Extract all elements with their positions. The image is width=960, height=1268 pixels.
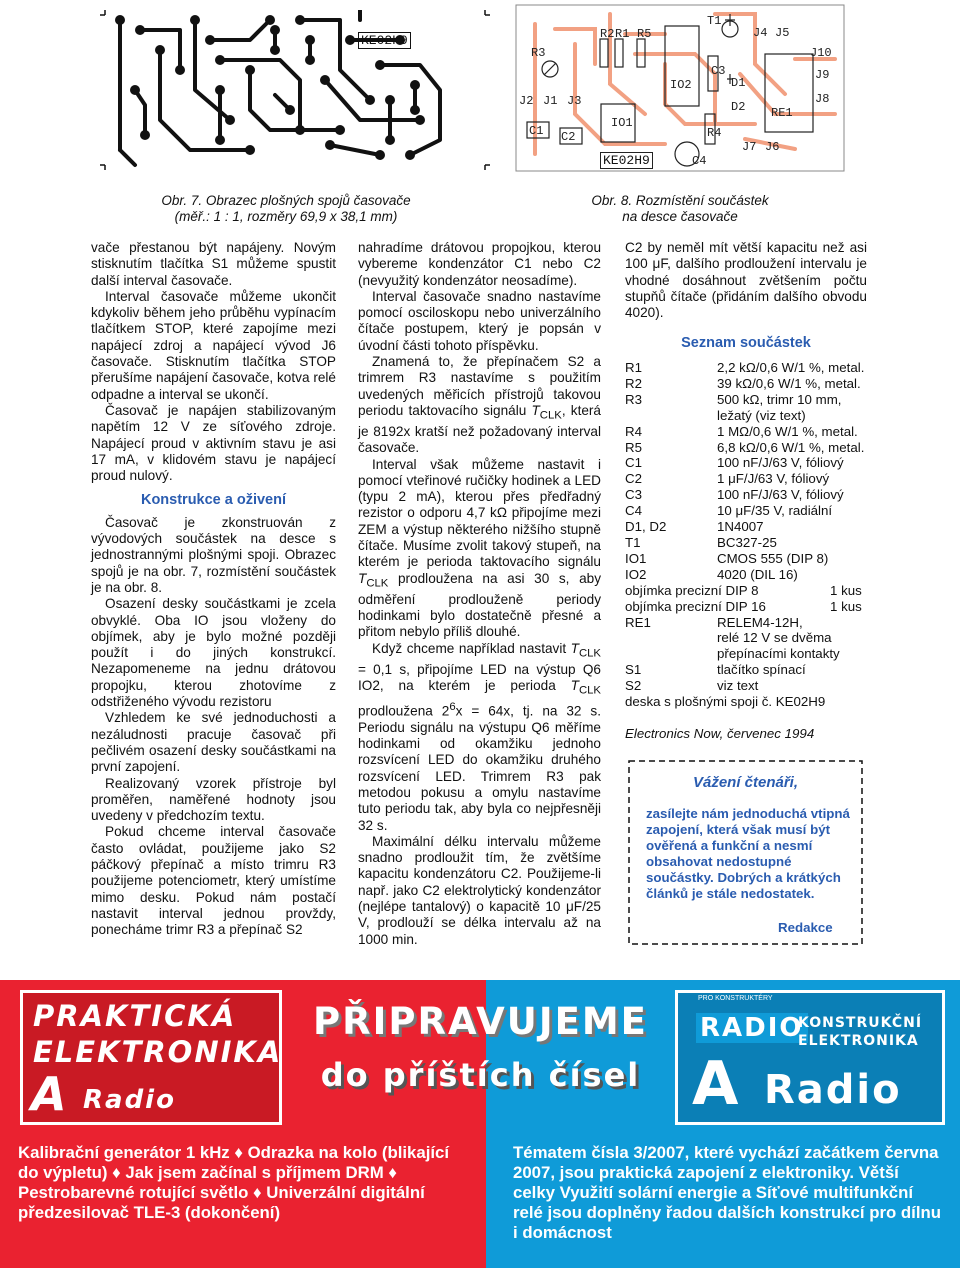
part-value: 2,2 kΩ/0,6 W/1 %, metal. bbox=[717, 360, 865, 375]
pcb-pattern-drawing bbox=[100, 10, 490, 170]
part-designator: D1, D2 bbox=[625, 519, 667, 535]
svg-text:R2: R2 bbox=[600, 27, 615, 41]
text-run: Když chceme například nastavit bbox=[372, 640, 571, 656]
text-run: , která je 8192x kratší než požadovaný interval časovače. bbox=[358, 402, 601, 456]
part-value: 500 kΩ, trimr 10 mm, bbox=[717, 391, 842, 407]
parts-list-row bbox=[625, 455, 865, 471]
parts-list-row bbox=[625, 487, 865, 503]
logo-small-tag: PRO KONSTRUKTÉRY bbox=[698, 995, 773, 1002]
parts-list-row bbox=[625, 630, 865, 646]
paragraph: Časovač je zkonstruován z vývodových součástek na desce s jednostrannými plošnými spoji. Obrazec spojů je na obr. 7, rozmístění součástek je na obr. 8. bbox=[91, 514, 336, 595]
exponent: 6 bbox=[449, 700, 456, 713]
svg-text:J9: J9 bbox=[815, 68, 830, 82]
parts-list-row bbox=[625, 392, 865, 408]
tclk-subscript: CLK bbox=[578, 684, 601, 697]
text-run: prodloužena na asi 30 s, aby odměření prodlouženě periody hodinkami bylo dostatečně přesné a přitom nebylo příliš dlouhé. bbox=[358, 570, 601, 640]
paragraph: nahradíme drátovou propojkou, kterou vybereme kondenzátor C1 nebo C2 (nevyužitý kondenzátor neosadíme). bbox=[358, 240, 601, 288]
text-run: Interval však můžeme nastavit i pomocí vteřinové ručičky hodinek a LED (typu 2 mA), kterou přes předřadný rezistor o odporu 4,7 kΩ připojíme mezi ZEM a výstup některého nižšího stupně čítače. Musíme zvolit takový stupeň, na kterém je perioda taktovacího signálu bbox=[358, 456, 601, 570]
parts-list-row bbox=[625, 503, 865, 519]
tclk-symbol: T bbox=[531, 402, 540, 418]
parts-list-row bbox=[625, 583, 865, 599]
parts-list-row bbox=[625, 519, 865, 535]
parts-list-row bbox=[625, 440, 865, 456]
parts-list-row bbox=[625, 678, 865, 694]
text-run: x = 64x, tj. na 32 s. Periodu signálu na výstupu Q6 měříme hodinkami od okamžiku jednoho rozsvícení LED do okamžiku druhého rozsvícení LED. Trimrem R3 pak metodou pokusu a omylu nastavíme tuto periodu tak, aby byla co nejpřesněji 32 s. bbox=[358, 703, 601, 833]
logo-side-line2: ELEKTRONIKA bbox=[798, 1033, 919, 1049]
pcb-pattern-figure bbox=[100, 10, 490, 170]
reader-notice-box bbox=[628, 760, 863, 945]
konstrukcni-elektronika-logo bbox=[675, 990, 945, 1125]
svg-text:R4: R4 bbox=[707, 126, 722, 140]
part-designator bbox=[625, 630, 717, 646]
figure8-caption bbox=[570, 193, 790, 225]
part-designator: C4 bbox=[625, 503, 642, 519]
paragraph: Maximální délku intervalu můžeme snadno prodloužit tím, že zvětšíme kapacitu kondenzátoru C2. Použijeme-li např. jako C2 elektrolytický kondenzátor (nejlépe tantalový) o kapacitě 10 μF/25 V, prodlouží se délka intervalu až na 1000 min. bbox=[358, 833, 601, 947]
part-value: 1 MΩ/0,6 W/1 %, metal. bbox=[717, 423, 858, 439]
logo-radio: Radio bbox=[764, 1067, 902, 1113]
svg-text:IO1: IO1 bbox=[611, 116, 633, 130]
svg-text:C4: C4 bbox=[692, 154, 707, 168]
parts-list-row bbox=[625, 360, 865, 376]
paragraph bbox=[358, 354, 601, 457]
part-designator: R2 bbox=[625, 375, 642, 391]
part-designator: R1 bbox=[625, 360, 642, 375]
logo-line2: ELEKTRONIKA bbox=[33, 1035, 283, 1069]
svg-text:C1: C1 bbox=[529, 124, 544, 138]
tclk-subscript: CLK bbox=[366, 577, 389, 590]
paragraph: Osazení desky součástkami je zcela obvyklé. Oba IO jsou vloženy do objímek, aby je bylo možné později použít i do jiných konstrukcí. Nezapomeneme na jednu drátovou propojku, kterou zhotovíme z odstřiženého vývodu rezistoru bbox=[91, 596, 336, 710]
part-value: 1 kus bbox=[830, 598, 862, 614]
part-designator: IO1 bbox=[625, 550, 647, 566]
part-value: ležatý (viz text) bbox=[717, 407, 806, 423]
parts-list-row bbox=[625, 567, 865, 583]
article-column-1 bbox=[91, 240, 336, 938]
part-designator bbox=[625, 408, 717, 424]
logo-side-line1: KONSTRUKČNÍ bbox=[798, 1015, 923, 1031]
part-value: 39 kΩ/0,6 W/1 %, metal. bbox=[717, 375, 861, 391]
parts-list-row bbox=[625, 662, 865, 678]
paragraph: Časovač je napájen stabilizovaným napětím 12 V ze síťového zdroje. Napájecí proud v aktivním stavu je asi 17 mA, v klidovém stavu je napájecí proud nulový. bbox=[91, 402, 336, 484]
part-value: přepínacími kontakty bbox=[717, 646, 840, 662]
text-run: = 0,1 s, připojíme LED na výstup Q6 IO2, na kterém je perioda bbox=[358, 661, 601, 693]
part-value: 1 μF/J/63 V, fóliový bbox=[717, 471, 830, 487]
part-designator: IO2 bbox=[625, 566, 647, 582]
parts-list-row bbox=[625, 376, 865, 392]
component-layout-label: KE02H9 bbox=[600, 152, 653, 169]
preview-subtitle: do příštích čísel bbox=[320, 1056, 641, 1094]
tclk-subscript: CLK bbox=[539, 409, 562, 422]
part-designator: S2 bbox=[625, 678, 642, 694]
pcb-pattern-label: KE02H9 bbox=[358, 32, 411, 49]
svg-text:C2: C2 bbox=[561, 130, 576, 144]
part-value: relé 12 V se dvěma bbox=[717, 630, 832, 646]
svg-text:R1: R1 bbox=[615, 27, 630, 41]
svg-text:T1: T1 bbox=[707, 14, 722, 28]
svg-text:J2: J2 bbox=[519, 94, 534, 108]
prakticka-elektronika-logo bbox=[20, 990, 282, 1125]
parts-list-row bbox=[625, 551, 865, 567]
logo-a: A bbox=[692, 1049, 741, 1119]
tclk-symbol: T bbox=[358, 570, 367, 586]
part-designator: C2 bbox=[625, 471, 642, 487]
part-value: tlačítko spínací bbox=[717, 662, 806, 678]
part-designator: objímka precizní DIP 8 bbox=[625, 582, 759, 598]
tclk-symbol: T bbox=[570, 640, 579, 656]
part-value: RELEM4-12H, bbox=[717, 614, 803, 630]
parts-list-row bbox=[625, 424, 865, 440]
part-designator: RE1 bbox=[625, 614, 651, 630]
figure8-caption-line1: Obr. 8. Rozmístění součástek bbox=[591, 193, 769, 208]
logo-a: A bbox=[31, 1067, 69, 1121]
svg-text:J6: J6 bbox=[765, 140, 780, 154]
component-layout-drawing bbox=[515, 4, 845, 172]
article-column-3 bbox=[625, 240, 867, 358]
text-run: prodloužena 2 bbox=[358, 703, 450, 719]
part-value: 1 kus bbox=[830, 582, 862, 598]
svg-text:J8: J8 bbox=[815, 92, 830, 106]
parts-list bbox=[625, 360, 865, 742]
part-value: 10 μF/35 V, radiální bbox=[717, 503, 833, 519]
parts-list-row bbox=[625, 599, 865, 615]
parts-list-row bbox=[625, 535, 865, 551]
paragraph: Realizovaný vzorek přístroje byl proměřen, naměřené hodnoty jsou uvedeny v předchozím textu. bbox=[91, 775, 336, 824]
part-designator: R4 bbox=[625, 423, 642, 439]
board-number: deska s plošnými spoji č. KE02H9 bbox=[625, 694, 826, 710]
next-issue-left-text: Kalibrační generátor 1 kHz ♦ Odrazka na kolo (blikající do výpletu) ♦ Jak jsem začínal s příjmem DRM ♦ Pestrobarevné rotující světlo ♦ Univerzální digitální předzesilovač TLE-3 (dokončení) bbox=[18, 1143, 450, 1222]
part-designator bbox=[625, 646, 717, 662]
part-value: viz text bbox=[717, 678, 759, 694]
part-designator: T1 bbox=[625, 534, 641, 550]
figure7-caption bbox=[136, 193, 436, 225]
parts-list-heading: Seznam součástek bbox=[681, 335, 811, 352]
tclk-symbol: T bbox=[570, 677, 579, 693]
notice-signature: Redakce bbox=[778, 920, 833, 935]
svg-text:J3: J3 bbox=[567, 94, 582, 108]
svg-text:RE1: RE1 bbox=[771, 106, 793, 120]
part-designator: R5 bbox=[625, 439, 642, 455]
paragraph bbox=[358, 641, 601, 834]
paragraph: Interval časovače snadno nastavíme pomocí osciloskopu nebo univerzálního čítače postupem, který je popsán v úvodní části tohoto příspěvku. bbox=[358, 288, 601, 353]
paragraph: Vzhledem ke své jednoduchosti a nezáludnosti pracuje časovač při pečlivém osazení desky součástkami na první zapojení. bbox=[91, 710, 336, 775]
preview-title: PŘIPRAVUJEME bbox=[313, 1000, 648, 1043]
figure7-caption-line1: Obr. 7. Obrazec plošných spojů časovače bbox=[161, 193, 411, 208]
svg-text:R3: R3 bbox=[531, 46, 546, 60]
part-value: CMOS 555 (DIP 8) bbox=[717, 550, 829, 566]
svg-text:J7: J7 bbox=[742, 140, 757, 154]
svg-text:D1: D1 bbox=[731, 76, 746, 90]
figure7-caption-line2: (měř.: 1 : 1, rozměry 69,9 x 38,1 mm) bbox=[174, 209, 398, 224]
paragraph: vače přestanou být napájeny. Novým stisknutím tlačítka S1 můžeme spustit další interval časovače. bbox=[91, 240, 336, 288]
paragraph bbox=[358, 457, 601, 641]
text-run: Znamená to, že přepínačem S2 a trimrem R3 nastavíme s použitím uvedených měřicích přístrojů takovou periodu taktovacího signálu bbox=[358, 354, 601, 418]
svg-text:R5: R5 bbox=[637, 27, 652, 41]
svg-text:J5: J5 bbox=[775, 26, 790, 40]
svg-text:J1: J1 bbox=[543, 94, 558, 108]
notice-title: Vážení čtenáři, bbox=[692, 774, 799, 791]
svg-text:D2: D2 bbox=[731, 100, 746, 114]
logo-radio: Radio bbox=[83, 1085, 176, 1115]
svg-text:IO2: IO2 bbox=[670, 78, 692, 92]
parts-list-row bbox=[625, 408, 865, 424]
tclk-subscript: CLK bbox=[578, 647, 601, 660]
part-value: 4020 (DIL 16) bbox=[717, 566, 798, 582]
parts-list-row bbox=[625, 646, 865, 662]
preview-title-box bbox=[303, 1000, 658, 1110]
part-designator: S1 bbox=[625, 662, 642, 678]
part-designator: R3 bbox=[625, 391, 642, 407]
paragraph: Pokud chceme interval časovače často ovládat, použijeme jako S2 páčkový přepínač a místo trimru R3 použijeme potenciometr, který umístíme mimo desku. Pokud nám postačí nastavit interval jednou provždy, ponecháme trimr R3 a přepínač S2 bbox=[91, 824, 336, 938]
article-column-2 bbox=[358, 240, 601, 948]
figure8-caption-line2: na desce časovače bbox=[622, 209, 738, 224]
parts-list-row bbox=[625, 471, 865, 487]
part-value: 6,8 kΩ/0,6 W/1 %, metal. bbox=[717, 439, 865, 455]
part-value: 100 nF/J/63 V, fóliový bbox=[717, 455, 844, 471]
part-designator: C1 bbox=[625, 455, 642, 471]
paragraph: C2 by neměl mít větší kapacitu než asi 100 μF, dalšího prodloužení intervalu je vhodné dosáhnout zvětšením počtu stupňů čítače (přidáním dalšího obvodu 4020). bbox=[625, 240, 867, 321]
paragraph: Interval časovače můžeme ukončit kdykoliv během jeho průběhu vypínacím tlačítkem STOP, které zapojíme mezi napájecí zdroj a napájecí vývod J6 časovače. Stisknutím tlačítka STOP přerušíme napájení časovače, kotva relé odpadne a interval se ukončí. bbox=[91, 288, 336, 402]
part-value: 100 nF/J/63 V, fóliový bbox=[717, 487, 844, 503]
part-designator: objímka precizní DIP 16 bbox=[625, 598, 766, 614]
parts-list-row bbox=[625, 615, 865, 631]
source-reference: Electronics Now, červenec 1994 bbox=[625, 725, 815, 741]
part-designator: C3 bbox=[625, 487, 642, 503]
section-heading: Konstrukce a oživení bbox=[140, 492, 287, 509]
next-issue-right-text: Tématem čísla 3/2007, které vychází začátkem června 2007, jsou praktická zapojení z elektroniky. Větší celky Využití solární energie a Síťové multifunkční relé jsou doplněny řadou dalších konstrukcí pro dílnu i domácnost bbox=[513, 1143, 941, 1242]
notice-body: zasílejte nám jednoduchá vtipná zapojení, která však musí být ověřená a funkční a nesmí obsahovat nedostupné součástky. Dobrých a krátkých článků je stále nedostatek. bbox=[646, 806, 850, 901]
svg-text:J4: J4 bbox=[753, 26, 768, 40]
svg-text:C3: C3 bbox=[711, 64, 726, 78]
svg-text:J10: J10 bbox=[810, 46, 832, 60]
logo-radio-top: RADIO bbox=[696, 1013, 808, 1043]
part-value: 1N4007 bbox=[717, 519, 764, 535]
part-value: BC327-25 bbox=[717, 534, 777, 550]
component-layout-figure bbox=[515, 4, 845, 172]
logo-line1: PRAKTICKÁ bbox=[33, 999, 237, 1033]
